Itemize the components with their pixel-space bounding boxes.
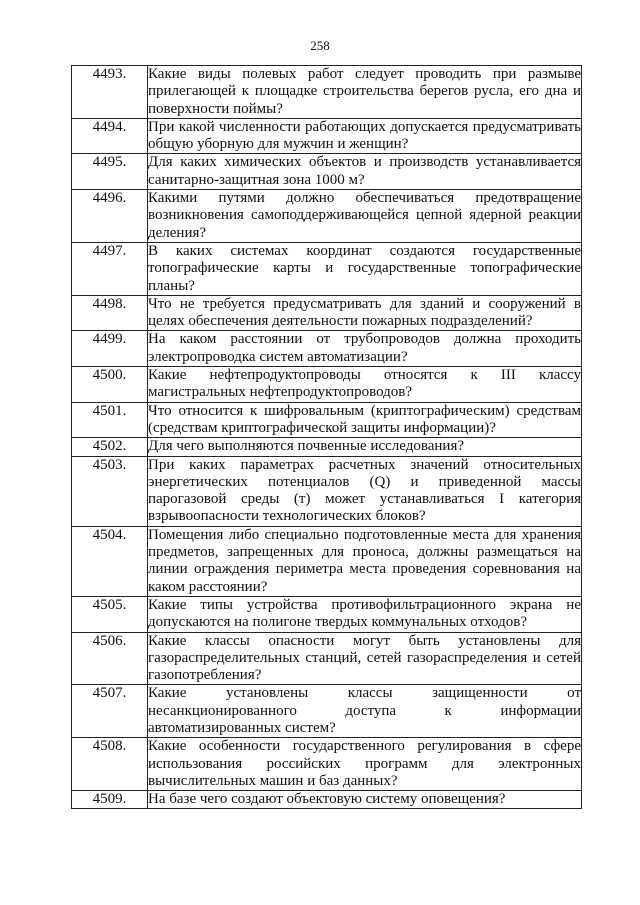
questions-table-body [72,66,582,809]
question-number: 4501. [72,402,148,438]
question-row [72,190,582,243]
question-text: Что относится к шифровальным (криптографическим) средствам (средствам криптографической защиты информации)? [148,402,581,436]
question-row [72,738,582,791]
question-number: 4495. [72,154,148,190]
question-number: 4502. [72,438,148,456]
question-number: 4499. [72,331,148,367]
question-number: 4506. [72,632,148,685]
question-number: 4503. [72,456,148,526]
question-text: На каком расстоянии от трубопроводов должна проходить электропроводка систем автоматизации? [148,331,581,365]
question-row [72,596,582,632]
page-number: 258 [310,38,330,53]
question-number: 4508. [72,738,148,791]
question-row [72,367,582,403]
question-number: 4509. [72,791,148,809]
questions-table [71,65,582,809]
question-number: 4496. [72,190,148,243]
question-row [72,402,582,438]
question-row [72,456,582,526]
question-number: 4493. [72,66,148,119]
question-text: Какие особенности государственного регулирования в сфере использования российских программ для электронных вычислительных машин и баз данных? [148,738,581,789]
question-row [72,685,582,738]
question-text: Какие нефтепродуктопроводы относятся к III классу магистральных нефтепродуктопроводов? [148,367,581,401]
question-row [72,791,582,809]
question-number: 4504. [72,526,148,596]
question-text: В каких системах координат создаются государственные топографические карты и государственные топографические планы? [148,242,581,294]
question-text: Какими путями должно обеспечиваться предотвращение возникновения самоподдерживающейся цепной ядерной реакции деления? [148,190,581,241]
question-text: При каких параметрах расчетных значений относительных энергетических потенциалов (Q) и приведенной массы парогазовой среды (т) может устанавливаться I категория взрывоопасности технологических блоков? [148,456,581,525]
question-text: Какие установлены классы защищенности от несанкционированного доступа к информации автоматизированных систем? [148,685,581,736]
question-row [72,242,582,295]
question-row [72,154,582,190]
question-row [72,438,582,456]
question-number: 4498. [72,295,148,331]
question-row [72,66,582,119]
question-text: Какие виды полевых работ следует проводить при размыве прилегающей к площадке строительства берегов русла, его дна и поверхности поймы? [148,66,581,117]
question-row [72,526,582,596]
question-number: 4494. [72,118,148,154]
question-text: Для чего выполняются почвенные исследования? [148,438,582,456]
question-text: При какой численности работающих допускается предусматривать общую уборную для мужчин и женщин? [148,118,581,153]
question-text: Какие типы устройства противофильтрационного экрана не допускаются на полигоне твердых коммунальных отходов? [148,596,581,631]
question-row [72,295,582,331]
question-text: Помещения либо специально подготовленные места для хранения предметов, запрещенных для проноса, должны размещаться на линии ограждения периметра места проведения соревнования на каком расстоянии? [148,526,581,595]
question-text: На базе чего создают объектовую систему оповещения? [148,791,582,809]
question-number: 4507. [72,685,148,738]
question-text: Для каких химических объектов и производств устанавливается санитарно-защитная зона 1000 м? [148,154,581,188]
question-number: 4500. [72,367,148,403]
question-text: Какие классы опасности могут быть установлены для газораспределительных станций, сетей газораспределения и сетей газопотребления? [148,632,581,684]
question-row [72,632,582,685]
question-text: Что не требуется предусматривать для зданий и сооружений в целях обеспечения деятельности пожарных подразделений? [148,295,581,330]
question-number: 4497. [72,242,148,295]
question-row [72,118,582,154]
question-number: 4505. [72,596,148,632]
question-row [72,331,582,367]
